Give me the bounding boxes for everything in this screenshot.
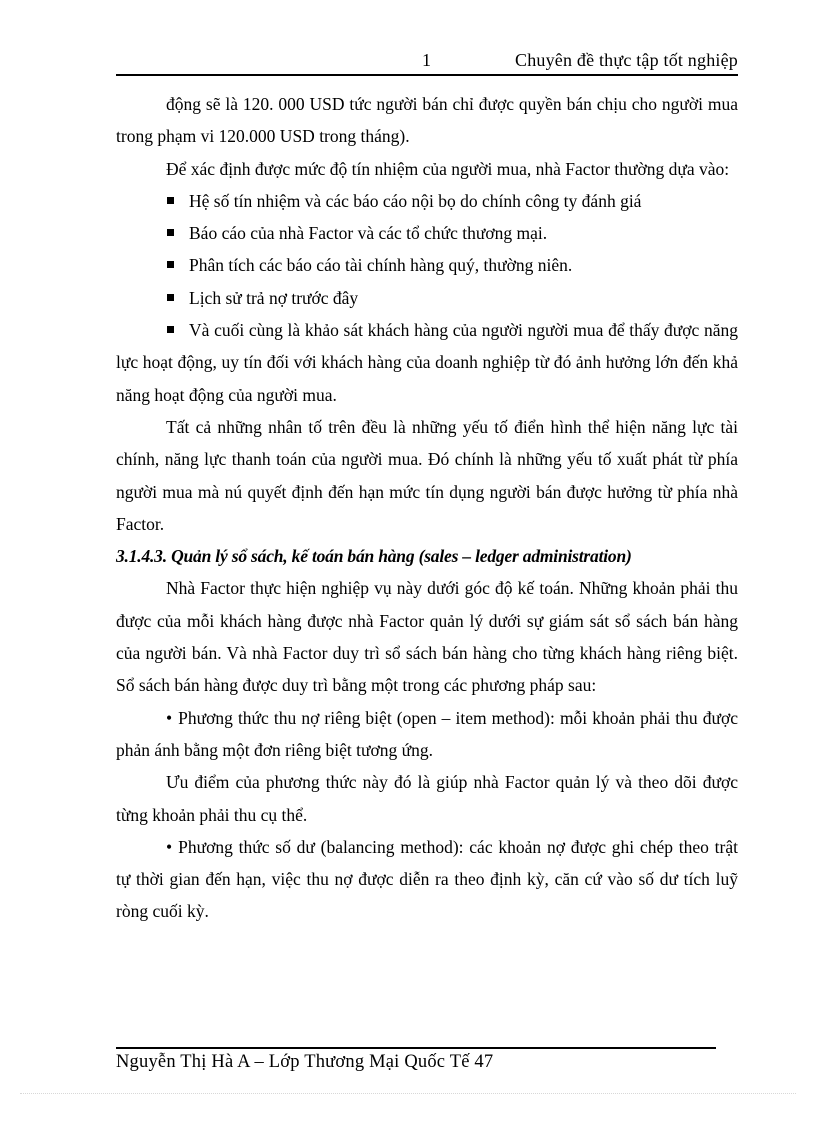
list-item	[116, 282, 738, 314]
square-bullet-icon	[167, 261, 174, 268]
section-heading: 3.1.4.3. Quản lý sổ sách, kế toán bán hàng (sales – ledger administration)	[116, 546, 632, 567]
header-title: Chuyên đề thực tập tốt nghiệp	[514, 50, 738, 70]
page-header	[116, 46, 738, 76]
paragraph-summary: Tất cả những nhân tố trên đều là những yếu tố điển hình thể hiện năng lực tài chính, năng lực thanh toán của người mua. Đó chính là những yếu tố xuất phát từ phía người mua mà nú quyết định đến hạn mức tín dụng người bán được hưởng từ phía nhà Factor.	[116, 416, 738, 534]
page-number: 1	[422, 50, 431, 70]
document-body	[116, 88, 738, 928]
paragraph-advantage: Ưu điểm của phương thức này đó là giúp nhà Factor quản lý và theo dõi được từng khoản phải thu cụ thể.	[116, 772, 738, 825]
dot-bullet-icon: •	[166, 707, 173, 728]
list-item-text: Hệ số tín nhiệm và các báo cáo nội bọ do chính công ty đánh giá	[189, 190, 642, 211]
page-edge-divider	[20, 1093, 796, 1094]
list-item	[116, 831, 738, 928]
list-item-text: Báo cáo của nhà Factor và các tổ chức thương mại.	[189, 223, 548, 244]
square-bullet-icon	[167, 197, 174, 204]
list-item	[116, 702, 738, 767]
paragraph-criteria-intro: Để xác định được mức độ tín nhiệm của người mua, nhà Factor thường dựa vào:	[166, 158, 730, 179]
list-item	[116, 249, 738, 281]
square-bullet-icon	[167, 294, 174, 301]
list-item	[116, 185, 738, 217]
list-item-text: Phương thức thu nợ riêng biệt (open – item method): mỗi khoản phải thu được phản ánh bằng một đơn riêng biệt tương ứng.	[116, 707, 738, 760]
paragraph-continuation: động sẽ là 120. 000 USD tức người bán chỉ được quyền bán chịu cho người mua trong phạm vi 120.000 USD trong tháng).	[116, 94, 738, 147]
list-item	[116, 314, 738, 411]
page-footer: Nguyễn Thị Hà A – Lớp Thương Mại Quốc Tế 47	[116, 1052, 494, 1072]
list-item	[116, 217, 738, 249]
dot-bullet-icon: •	[166, 836, 173, 857]
square-bullet-icon	[167, 229, 174, 236]
square-bullet-icon	[167, 326, 174, 333]
paragraph-ledger: Nhà Factor thực hiện nghiệp vụ này dưới góc độ kế toán. Những khoản phải thu được của mỗi khách hàng được nhà Factor quản lý dưới sự giám sát sổ sách bán hàng của người bán. Và nhà Factor duy trì sổ sách bán hàng cho từng khách hàng riêng biệt. Sổ sách bán hàng được duy trì bằng một trong các phương pháp sau:	[116, 578, 738, 696]
footer-divider	[116, 1047, 716, 1049]
list-item-text: Lịch sử trả nợ trước đây	[189, 287, 359, 308]
list-item-text: Phương thức số dư (balancing method): các khoản nợ được ghi chép theo trật tự thời gian đến hạn, việc thu nợ được diễn ra theo định kỳ, căn cứ vào số dư tích luỹ ròng cuối kỳ.	[116, 836, 738, 922]
list-item-text: Và cuối cùng là khảo sát khách hàng của người người mua để thấy được năng lực hoạt động, uy tín đối với khách hàng của doanh nghiệp từ đó ảnh hưởng lớn đến khả năng hoạt động của người mua.	[116, 320, 738, 405]
list-item-text: Phân tích các báo cáo tài chính hàng quý, thường niên.	[189, 255, 573, 276]
